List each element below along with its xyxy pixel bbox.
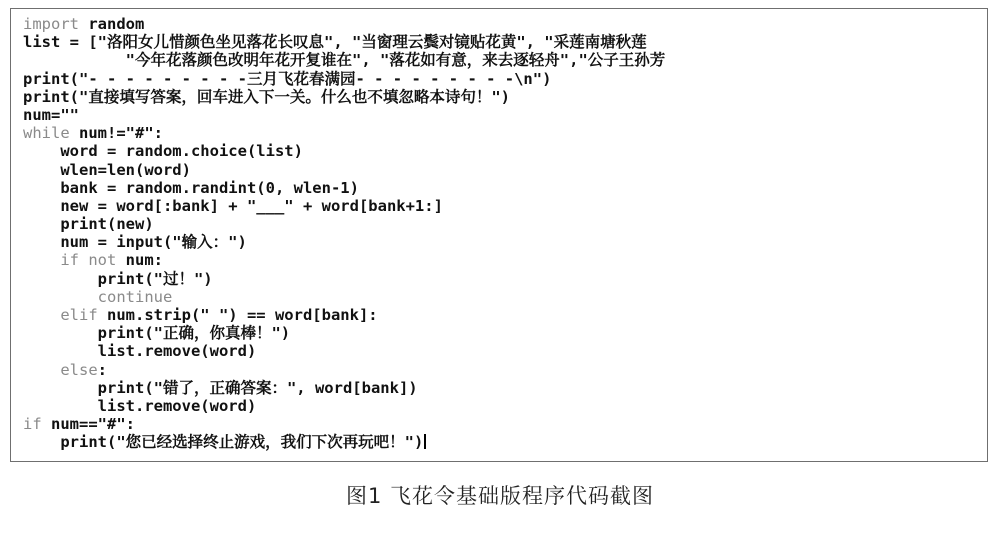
- code-line: [23, 142, 987, 160]
- code-line: [23, 251, 987, 269]
- code-text: num="": [23, 105, 79, 124]
- code-text: print("错了，正确答案：", word[bank]): [97, 378, 418, 397]
- code-line: [23, 397, 987, 415]
- code-text: num = input("输入："): [60, 233, 247, 252]
- code-keyword: if: [23, 415, 42, 434]
- code-text: new = word[:bank] + "___" + word[bank+1:]: [60, 196, 443, 215]
- code-line: [23, 124, 987, 142]
- code-text: print("正确，你真棒！"): [97, 324, 291, 343]
- code-line: [23, 433, 987, 451]
- code-text: num!="#":: [69, 124, 163, 143]
- code-line: [23, 70, 987, 88]
- text-cursor: [424, 434, 426, 449]
- code-line: [23, 361, 987, 379]
- code-line: [23, 179, 987, 197]
- code-text: random: [79, 15, 145, 33]
- code-line: [23, 197, 987, 215]
- code-screenshot-frame: [10, 8, 988, 462]
- code-keyword: continue: [97, 287, 173, 306]
- code-text: print("直接填写答案，回车进入下一关。什么也不填忽略本诗句！"): [23, 87, 510, 106]
- code-text: list.remove(word): [97, 342, 257, 361]
- code-text: print("- - - - - - - - -三月飞花春满园- - - - - - - - -\n"): [23, 69, 552, 88]
- code-line: [23, 233, 987, 251]
- code-line: [23, 15, 987, 33]
- code-line: [23, 270, 987, 288]
- code-keyword: while: [23, 124, 70, 143]
- code-text: word = random.choice(list): [60, 142, 303, 161]
- code-line: [23, 106, 987, 124]
- code-text: list = ["洛阳女儿惜颜色坐见落花长叹息", "当窗理云鬓对镜贴花黄", "采莲南塘秋莲: [23, 33, 647, 52]
- code-text: print("您已经选择终止游戏，我们下次再玩吧！"): [60, 433, 424, 452]
- code-text: print(new): [60, 215, 154, 234]
- code-text: num:: [116, 251, 163, 270]
- code-text: :: [97, 360, 107, 379]
- code-keyword: import: [23, 15, 79, 33]
- code-listing: [23, 15, 987, 452]
- code-text: num.strip(" ") == word[bank]:: [97, 306, 378, 324]
- code-line: [23, 342, 987, 360]
- code-line: [23, 215, 987, 233]
- code-text: bank = random.randint(0, wlen-1): [60, 178, 359, 197]
- code-text: print("过！"): [97, 269, 213, 288]
- code-keyword: else: [60, 360, 98, 379]
- code-text: "今年花落颜色改明年花开复谁在", "落花如有意，来去逐轻舟","公子王孙芳: [23, 51, 666, 70]
- code-line: [23, 88, 987, 106]
- code-keyword: elif: [60, 306, 98, 324]
- code-line: [23, 379, 987, 397]
- code-text: wlen=len(word): [60, 160, 191, 179]
- code-line: [23, 415, 987, 433]
- code-text: num=="#":: [41, 415, 135, 434]
- code-line: [23, 324, 987, 342]
- code-line: [23, 288, 987, 306]
- code-line: [23, 306, 987, 324]
- figure-caption: 图1 飞花令基础版程序代码截图: [345, 484, 655, 508]
- code-line: [23, 51, 987, 69]
- code-line: [23, 161, 987, 179]
- code-line: [23, 33, 987, 51]
- code-text: list.remove(word): [97, 396, 257, 415]
- code-keyword: if not: [60, 251, 117, 270]
